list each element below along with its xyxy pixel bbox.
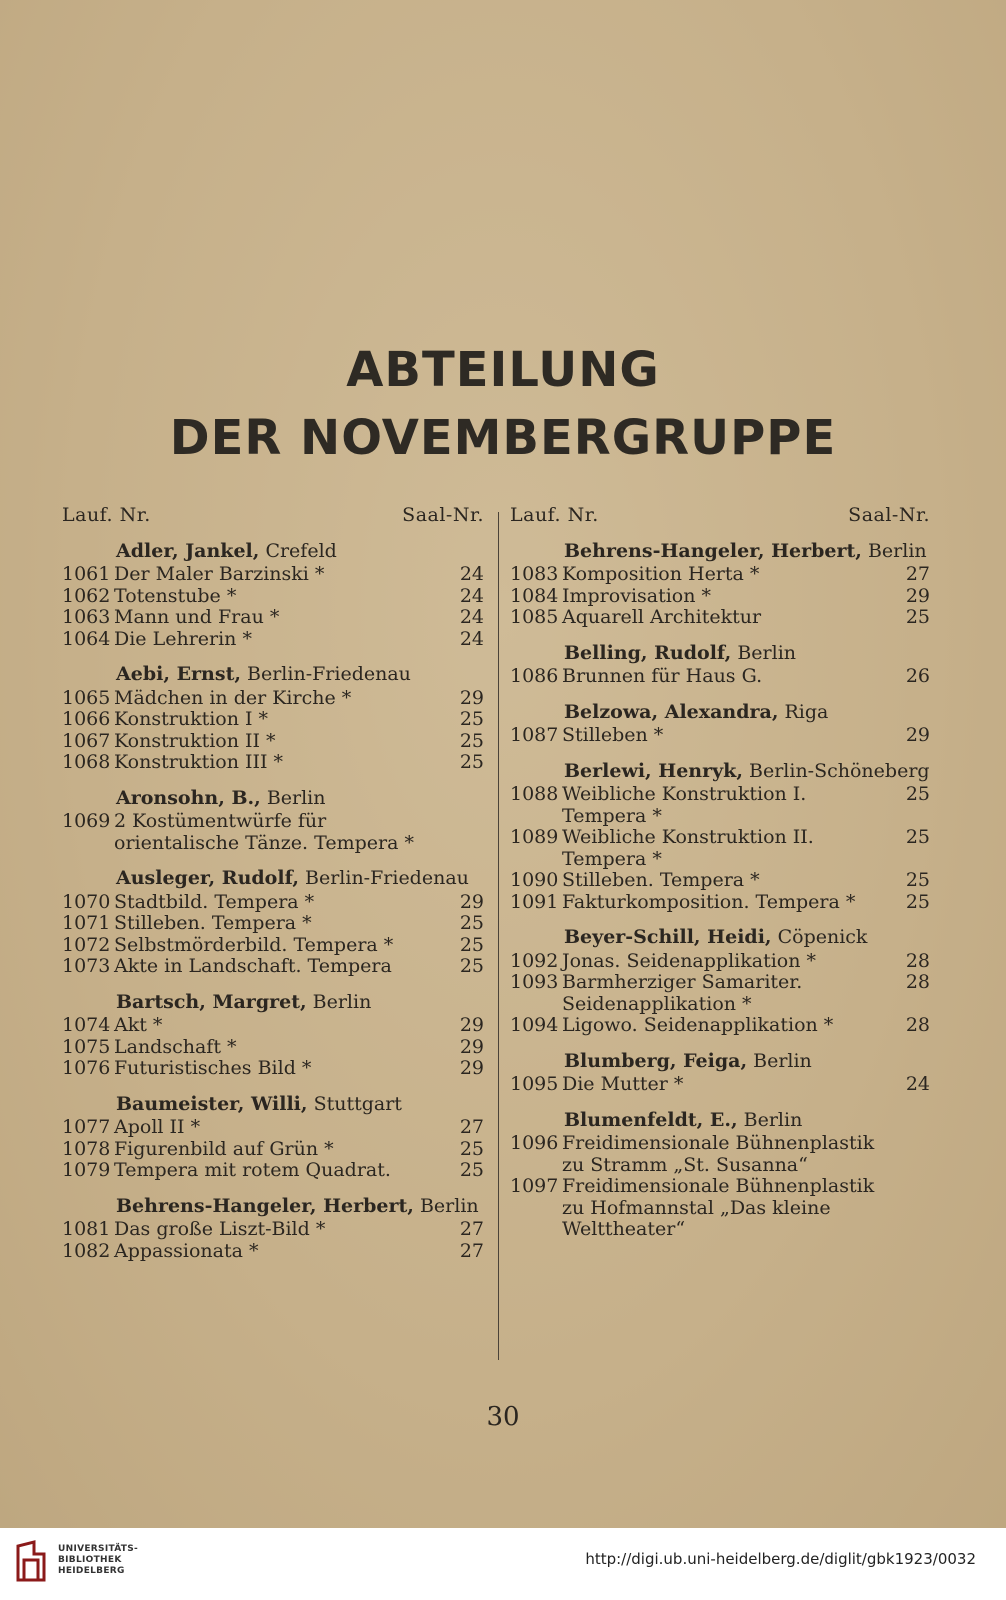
entry-title: Stilleben. Tempera * — [562, 869, 760, 891]
artist-location: Berlin — [867, 539, 927, 562]
entry-title: Konstruktion II * — [114, 729, 276, 752]
catalog-entry — [510, 725, 930, 747]
catalog-entry — [62, 913, 484, 935]
lauf-nr-header: Lauf. Nr. — [510, 504, 599, 526]
catalog-entry — [510, 666, 930, 688]
entry-number: 1083 — [510, 563, 559, 585]
entry-number: 1072 — [62, 933, 111, 956]
artist-name: Adler, Jankel, — [116, 539, 260, 562]
entry-number: 1086 — [510, 665, 559, 687]
artist-location: Berlin — [753, 1049, 812, 1072]
catalog-entry — [62, 731, 484, 753]
entry-room: 24 — [459, 606, 484, 628]
catalog-entry — [62, 1015, 484, 1037]
entry-title: Selbstmörderbild. Tempera * — [114, 933, 394, 956]
entry-title: Jonas. Seidenapplikation * — [562, 949, 817, 972]
catalog-entry — [510, 1176, 930, 1241]
institution-name: UNIVERSITÄTS- BIBLIOTHEK HEIDELBERG — [58, 1544, 139, 1576]
catalog-entry — [62, 1241, 484, 1263]
catalog-entry — [62, 892, 484, 914]
entry-room: 25 — [459, 708, 484, 730]
entry-number: 1094 — [510, 1014, 559, 1036]
entry-room: 25 — [459, 1137, 484, 1160]
entry-room: 24 — [459, 627, 484, 650]
catalog-entry — [62, 752, 484, 774]
entry-number: 1085 — [510, 606, 559, 628]
entry-title: Barmherziger Samariter. Seidenapplikation * — [562, 971, 803, 1015]
entry-room: 25 — [459, 729, 484, 752]
entry-number: 1096 — [510, 1132, 559, 1154]
right-column — [510, 505, 930, 1241]
section-title-line2: DER NOVEMBERGRUPPE — [169, 410, 837, 466]
entry-room: 25 — [459, 933, 484, 956]
artist-heading — [62, 1094, 484, 1116]
catalog-entry — [510, 784, 930, 827]
entry-number: 1092 — [510, 949, 559, 972]
artist-name: Belling, Rudolf, — [564, 641, 732, 664]
catalog-entry — [62, 607, 484, 629]
column-header — [62, 505, 484, 527]
artist-name: Aronsohn, B., — [116, 786, 261, 809]
entry-room: 25 — [459, 1159, 484, 1181]
artist-name: Berlewi, Henryk, — [564, 759, 743, 782]
catalog-entry — [62, 1058, 484, 1080]
entry-room: 25 — [905, 890, 930, 913]
entry-number: 1069 — [62, 810, 111, 832]
entry-number: 1091 — [510, 890, 559, 913]
entry-title: Aquarell Architektur — [562, 606, 762, 628]
entry-room — [890, 1176, 930, 1241]
entry-title: Stilleben * — [562, 724, 664, 746]
entry-number: 1087 — [510, 724, 559, 746]
entry-room: 25 — [905, 783, 930, 805]
artist-heading — [510, 1110, 930, 1132]
entry-room: 28 — [905, 949, 930, 972]
catalog-entry — [62, 1139, 484, 1161]
artist-name: Behrens-Hangeler, Herbert, — [116, 1194, 414, 1217]
artist-heading — [510, 541, 930, 563]
catalog-entry — [62, 956, 484, 978]
artist-heading — [62, 868, 484, 890]
entry-room: 25 — [905, 869, 930, 891]
entry-title: 2 Kostümentwürfe für orientalische Tänze. Tempera * — [114, 810, 414, 854]
artist-name: Blumenfeldt, E., — [564, 1108, 738, 1131]
artist-location: Stuttgart — [313, 1092, 402, 1115]
catalog-entry — [62, 629, 484, 651]
left-column — [62, 505, 484, 1262]
artist-location: Berlin-Schöneberg — [749, 759, 930, 782]
catalog-entry — [62, 586, 484, 608]
entry-number: 1082 — [62, 1239, 111, 1262]
entry-room: 29 — [459, 1035, 484, 1058]
entry-room: 28 — [905, 1014, 930, 1036]
entry-number: 1063 — [62, 606, 111, 628]
entry-title: Freidimensionale Bühnenplastik zu Stramm „St. Susanna“ — [562, 1132, 875, 1176]
artist-name: Aebi, Ernst, — [116, 663, 241, 685]
entry-title: Apoll II * — [114, 1116, 201, 1138]
artist-heading — [510, 643, 930, 665]
artist-location: Crefeld — [265, 539, 337, 562]
entry-number: 1071 — [62, 912, 111, 934]
entry-room: 25 — [905, 606, 930, 628]
entry-number: 1079 — [62, 1159, 111, 1181]
entry-number: 1065 — [62, 686, 111, 709]
entry-room: 25 — [459, 955, 484, 977]
entry-room: 29 — [905, 584, 930, 607]
entry-room: 26 — [905, 665, 930, 687]
footer-bar — [0, 1528, 1006, 1600]
artist-heading — [62, 541, 484, 563]
entry-room: 27 — [459, 1239, 484, 1262]
entry-number: 1088 — [510, 783, 559, 805]
entry-title: Weibliche Konstruktion II. Tempera * — [562, 826, 814, 870]
entry-title: Die Lehrerin * — [114, 627, 252, 650]
artist-heading — [510, 761, 930, 783]
catalog-entry — [510, 1133, 930, 1176]
lauf-nr-header: Lauf. Nr. — [62, 504, 151, 526]
catalog-entry — [510, 951, 930, 973]
entry-number: 1077 — [62, 1116, 111, 1138]
entry-number: 1093 — [510, 971, 559, 993]
entry-title: Ligowo. Seidenapplikation * — [562, 1014, 834, 1036]
catalog-entry — [510, 870, 930, 892]
catalog-entry — [62, 1160, 484, 1182]
catalog-entry — [510, 1015, 930, 1037]
artist-name: Ausleger, Rudolf, — [116, 867, 299, 889]
column-divider — [498, 512, 499, 1360]
artist-heading — [62, 664, 484, 686]
entry-number: 1062 — [62, 584, 111, 607]
catalog-entry — [510, 892, 930, 914]
catalog-entry — [62, 709, 484, 731]
entry-title: Konstruktion III * — [114, 751, 284, 773]
entry-number: 1068 — [62, 751, 111, 773]
entry-room: 25 — [459, 751, 484, 773]
entry-title: Futuristisches Bild * — [114, 1057, 312, 1079]
entry-room: 24 — [459, 584, 484, 607]
artist-name: Blumberg, Feiga, — [564, 1049, 748, 1072]
entry-number: 1095 — [510, 1073, 559, 1095]
artist-name: Baumeister, Willi, — [116, 1092, 308, 1115]
catalog-entry — [62, 688, 484, 710]
entry-number: 1074 — [62, 1014, 111, 1036]
entry-title: Tempera mit rotem Quadrat. — [114, 1159, 391, 1181]
entry-room: 29 — [459, 1057, 484, 1079]
artist-heading — [510, 1051, 930, 1073]
entry-number: 1061 — [62, 563, 111, 585]
artist-heading — [62, 1196, 484, 1218]
source-url-link[interactable]: http://digi.ub.uni-heidelberg.de/diglit/gbk1923/0032 — [585, 1550, 976, 1568]
entry-title: Akt * — [114, 1014, 163, 1036]
university-library-logo-icon — [14, 1540, 48, 1584]
page-number: 30 — [486, 1402, 520, 1432]
entry-number: 1084 — [510, 584, 559, 607]
entry-title: Konstruktion I * — [114, 708, 269, 730]
entry-number: 1075 — [62, 1035, 111, 1058]
catalog-entry — [62, 811, 484, 854]
entry-title: Weibliche Konstruktion I. Tempera * — [562, 783, 807, 827]
entry-room: 29 — [905, 724, 930, 746]
catalog-entry — [510, 1074, 930, 1096]
artist-location: Cöpenick — [777, 926, 868, 948]
entry-title: Brunnen für Haus G. — [562, 665, 763, 687]
catalog-entry — [62, 1219, 484, 1241]
artist-name: Behrens-Hangeler, Herbert, — [564, 539, 862, 562]
saal-nr-header: Saal-Nr. — [848, 504, 930, 526]
catalog-entry — [510, 972, 930, 1015]
entry-title: Fakturkomposition. Tempera * — [562, 890, 856, 913]
catalog-entry — [510, 827, 930, 870]
catalog-entry — [62, 935, 484, 957]
artist-location: Berlin-Friedenau — [305, 867, 469, 889]
entry-room: 27 — [905, 563, 930, 585]
entry-title: Mann und Frau * — [114, 606, 280, 628]
entry-title: Stadtbild. Tempera * — [114, 890, 315, 913]
artist-name: Beyer-Schill, Heidi, — [564, 926, 772, 948]
artist-heading — [62, 788, 484, 810]
entry-number: 1090 — [510, 869, 559, 891]
entry-number: 1097 — [510, 1175, 559, 1197]
entry-room: 27 — [459, 1116, 484, 1138]
entry-title: Akte in Landschaft. Tempera — [114, 955, 392, 977]
entry-room: 27 — [459, 1218, 484, 1240]
catalog-entry — [510, 564, 930, 586]
entry-room: 25 — [905, 826, 930, 848]
entry-title: Das große Liszt-Bild * — [114, 1218, 326, 1240]
saal-nr-header: Saal-Nr. — [402, 504, 484, 526]
entry-title: Komposition Herta * — [562, 563, 760, 585]
entry-title: Figurenbild auf Grün * — [114, 1137, 334, 1160]
entry-title: Stilleben. Tempera * — [114, 912, 312, 934]
entry-number: 1081 — [62, 1218, 111, 1240]
entry-title: Improvisation * — [562, 584, 712, 607]
artist-heading — [510, 702, 930, 724]
catalog-entry — [510, 586, 930, 608]
column-header — [510, 505, 930, 527]
entry-room: 29 — [459, 1014, 484, 1036]
artist-name: Bartsch, Margret, — [116, 990, 307, 1013]
catalog-entry — [62, 1117, 484, 1139]
catalog-entry — [62, 564, 484, 586]
entry-number: 1078 — [62, 1137, 111, 1160]
entry-number: 1076 — [62, 1057, 111, 1079]
entry-room: 24 — [905, 1073, 930, 1095]
artist-location: Berlin — [737, 641, 797, 664]
entry-room: 29 — [459, 686, 484, 709]
artist-location: Berlin — [743, 1108, 803, 1131]
entry-number: 1089 — [510, 826, 559, 848]
artist-heading — [62, 992, 484, 1014]
entry-title: Landschaft * — [114, 1035, 237, 1058]
entry-room: 29 — [459, 890, 484, 913]
entry-room: 24 — [459, 563, 484, 585]
catalog-entry — [62, 1037, 484, 1059]
entry-title: Appassionata * — [114, 1239, 259, 1262]
entry-title: Die Mutter * — [562, 1073, 684, 1095]
entry-room: 25 — [459, 912, 484, 934]
artist-location: Berlin — [312, 990, 372, 1013]
entry-number: 1073 — [62, 955, 111, 977]
entry-number: 1066 — [62, 708, 111, 730]
entry-title: Der Maler Barzinski * — [114, 563, 325, 585]
entry-number: 1070 — [62, 890, 111, 913]
entry-room — [890, 1133, 930, 1176]
catalog-entry — [510, 607, 930, 629]
entry-number: 1067 — [62, 729, 111, 752]
artist-name: Belzowa, Alexandra, — [564, 700, 779, 723]
entry-title: Totenstube * — [114, 584, 237, 607]
entry-number: 1064 — [62, 627, 111, 650]
artist-location: Berlin-Friedenau — [247, 663, 411, 685]
entry-room: 28 — [905, 971, 930, 993]
artist-location: Berlin — [266, 786, 326, 809]
entry-title: Mädchen in der Kirche * — [114, 686, 352, 709]
artist-location: Berlin — [419, 1194, 479, 1217]
artist-heading — [510, 927, 930, 949]
artist-location: Riga — [784, 700, 829, 723]
section-title-line1: ABTEILUNG — [346, 342, 660, 398]
entry-room — [444, 811, 484, 854]
entry-title: Freidimensionale Bühnenplastik zu Hofmannstal „Das kleine Welttheater“ — [562, 1175, 875, 1240]
